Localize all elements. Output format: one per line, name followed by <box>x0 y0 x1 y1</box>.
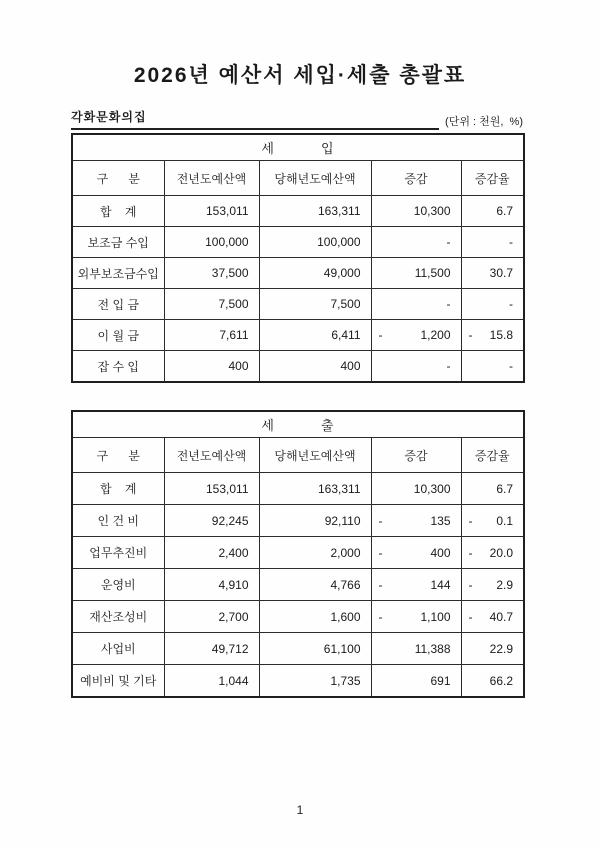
income-row-transfer-in <box>72 289 524 320</box>
prev-budget-cell: 92,245 <box>164 505 259 537</box>
row-label: 재산조성비 <box>72 601 164 633</box>
row-label: 예비비 및 기타 <box>72 665 164 698</box>
rate-cell <box>461 289 524 320</box>
income-header-category: 구 분 <box>72 161 164 196</box>
diff-cell <box>371 601 461 633</box>
rate-value: 20.0 <box>489 545 513 560</box>
page-number: 1 <box>296 803 304 817</box>
rate-cell <box>461 505 524 537</box>
rate-value: 30.7 <box>489 266 513 280</box>
rate-value: 40.7 <box>489 609 513 624</box>
row-label: 업무추진비 <box>72 537 164 569</box>
prev-budget-cell: 400 <box>164 351 259 383</box>
prev-budget-cell: 37,500 <box>164 258 259 289</box>
prev-budget-cell: 1,044 <box>164 665 259 698</box>
curr-budget-cell: 100,000 <box>259 227 371 258</box>
diff-cell <box>371 196 461 227</box>
rate-sign: - <box>468 513 473 528</box>
expense-row-total <box>72 473 524 505</box>
rate-value: 22.9 <box>489 641 513 656</box>
diff-value: 1,100 <box>420 609 451 624</box>
income-header-prev-budget: 전년도예산액 <box>164 161 259 196</box>
rate-cell <box>461 601 524 633</box>
org-name: 각화문화의집 <box>71 110 147 124</box>
income-header-diff: 증감 <box>371 161 461 196</box>
rate-cell <box>461 665 524 698</box>
expense-table-title-row <box>72 411 524 438</box>
income-header-curr-budget: 당해년도예산액 <box>259 161 371 196</box>
diff-value: 135 <box>430 513 451 528</box>
diff-value: - <box>446 297 451 311</box>
diff-cell <box>371 351 461 383</box>
row-label: 이 월 금 <box>72 320 164 351</box>
expense-header-rate: 증감율 <box>461 438 524 473</box>
row-label: 전 입 금 <box>72 289 164 320</box>
diff-cell <box>371 569 461 601</box>
diff-value: 144 <box>430 577 451 592</box>
rate-value: 0.1 <box>496 513 513 528</box>
curr-budget-cell: 2,000 <box>259 537 371 569</box>
expense-table-title: 세 출 <box>72 411 524 438</box>
rate-value: 2.9 <box>496 577 513 592</box>
curr-budget-cell: 92,110 <box>259 505 371 537</box>
income-row-total <box>72 196 524 227</box>
rate-value: 66.2 <box>489 673 513 688</box>
row-label: 합 계 <box>72 196 164 227</box>
income-table-title: 세 입 <box>72 134 524 161</box>
curr-budget-cell: 163,311 <box>259 473 371 505</box>
rate-value: 6.7 <box>496 481 513 496</box>
curr-budget-cell: 1,600 <box>259 601 371 633</box>
diff-cell <box>371 633 461 665</box>
expense-row-personnel <box>72 505 524 537</box>
row-label: 사업비 <box>72 633 164 665</box>
rate-cell <box>461 537 524 569</box>
diff-sign: - <box>378 328 383 342</box>
row-label: 인 건 비 <box>72 505 164 537</box>
diff-sign: - <box>378 609 383 624</box>
rate-value: - <box>509 359 513 373</box>
rate-cell <box>461 258 524 289</box>
expense-row-project <box>72 633 524 665</box>
prev-budget-cell: 153,011 <box>164 473 259 505</box>
rate-sign: - <box>468 328 473 342</box>
diff-cell <box>371 537 461 569</box>
expense-table-header-row <box>72 438 524 473</box>
income-table-title-row <box>72 134 524 161</box>
meta-row <box>71 108 523 130</box>
diff-value: 691 <box>430 673 451 688</box>
income-row-carryover <box>72 320 524 351</box>
diff-sign: - <box>378 545 383 560</box>
rate-value: - <box>509 297 513 311</box>
expense-row-property <box>72 601 524 633</box>
diff-sign: - <box>378 513 383 528</box>
prev-budget-cell: 100,000 <box>164 227 259 258</box>
rate-cell <box>461 320 524 351</box>
row-label: 보조금 수입 <box>72 227 164 258</box>
rate-value: - <box>509 235 513 249</box>
income-table-header-row <box>72 161 524 196</box>
curr-budget-cell: 163,311 <box>259 196 371 227</box>
income-header-rate: 증감율 <box>461 161 524 196</box>
diff-cell <box>371 258 461 289</box>
unit-label: (단위 : 천원, %) <box>445 116 523 128</box>
rate-cell <box>461 473 524 505</box>
diff-sign: - <box>378 577 383 592</box>
rate-cell <box>461 227 524 258</box>
row-label: 잡 수 입 <box>72 351 164 383</box>
curr-budget-cell: 6,411 <box>259 320 371 351</box>
rate-cell <box>461 351 524 383</box>
diff-cell <box>371 289 461 320</box>
expense-header-category: 구 분 <box>72 438 164 473</box>
expense-header-diff: 증감 <box>371 438 461 473</box>
curr-budget-cell: 1,735 <box>259 665 371 698</box>
diff-value: 10,300 <box>413 481 451 496</box>
diff-value: 11,388 <box>414 641 451 656</box>
rate-value: 6.7 <box>496 204 513 218</box>
curr-budget-cell: 7,500 <box>259 289 371 320</box>
diff-cell <box>371 505 461 537</box>
rate-sign: - <box>468 609 473 624</box>
prev-budget-cell: 7,500 <box>164 289 259 320</box>
prev-budget-cell: 2,700 <box>164 601 259 633</box>
curr-budget-cell: 61,100 <box>259 633 371 665</box>
org-name-underline <box>71 108 439 130</box>
diff-cell <box>371 227 461 258</box>
document-title: 2026년 예산서 세입·세출 총괄표 <box>133 64 467 87</box>
rate-cell <box>461 633 524 665</box>
row-label: 외부보조금수입 <box>72 258 164 289</box>
row-label: 운영비 <box>72 569 164 601</box>
diff-cell <box>371 473 461 505</box>
prev-budget-cell: 2,400 <box>164 537 259 569</box>
expense-row-business-promotion <box>72 537 524 569</box>
prev-budget-cell: 153,011 <box>164 196 259 227</box>
diff-value: - <box>446 359 451 373</box>
diff-value: 1,200 <box>420 328 451 342</box>
rate-cell <box>461 196 524 227</box>
diff-value: 11,500 <box>414 266 451 280</box>
expense-header-curr-budget: 당해년도예산액 <box>259 438 371 473</box>
expense-header-prev-budget: 전년도예산액 <box>164 438 259 473</box>
diff-value: - <box>446 235 451 249</box>
income-row-external-subsidy <box>72 258 524 289</box>
curr-budget-cell: 49,000 <box>259 258 371 289</box>
income-row-misc <box>72 351 524 383</box>
diff-cell <box>371 665 461 698</box>
prev-budget-cell: 7,611 <box>164 320 259 351</box>
prev-budget-cell: 49,712 <box>164 633 259 665</box>
rate-value: 15.8 <box>489 328 513 342</box>
curr-budget-cell: 400 <box>259 351 371 383</box>
income-row-subsidy <box>72 227 524 258</box>
expense-table <box>71 410 525 698</box>
diff-value: 400 <box>430 545 451 560</box>
diff-cell <box>371 320 461 351</box>
prev-budget-cell: 4,910 <box>164 569 259 601</box>
rate-cell <box>461 569 524 601</box>
row-label: 합 계 <box>72 473 164 505</box>
diff-value: 10,300 <box>413 204 451 218</box>
curr-budget-cell: 4,766 <box>259 569 371 601</box>
rate-sign: - <box>468 577 473 592</box>
expense-row-reserve-etc <box>72 665 524 698</box>
income-table <box>71 133 525 383</box>
rate-sign: - <box>468 545 473 560</box>
expense-row-operating <box>72 569 524 601</box>
